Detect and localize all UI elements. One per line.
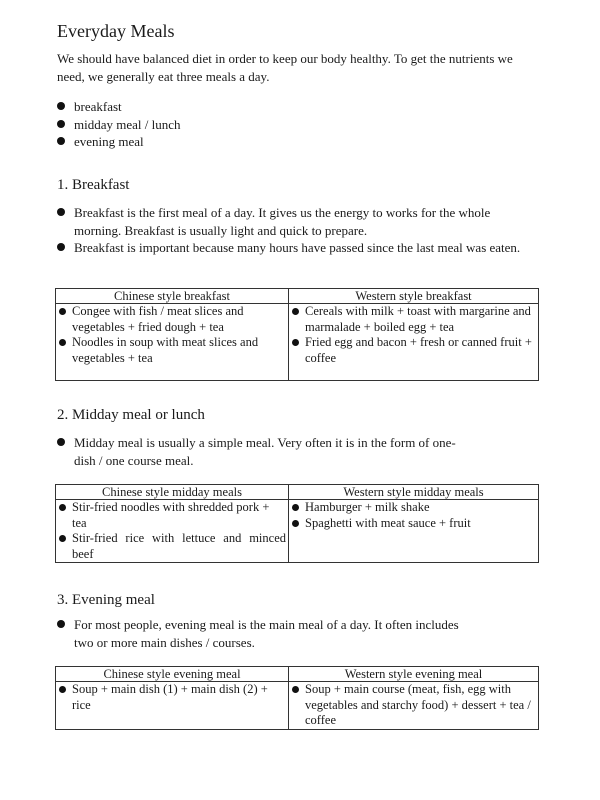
list-item: Noodles in soup with meat slices and vegetables + tea xyxy=(59,335,286,366)
table-cell xyxy=(289,682,539,730)
bullet-icon xyxy=(59,686,66,693)
list-item: Fried egg and bacon + fresh or canned fruit + coffee xyxy=(292,335,536,366)
table-cell xyxy=(56,500,289,563)
table-header: Western style evening meal xyxy=(289,667,539,682)
list-item: breakfast xyxy=(57,98,527,116)
lunch-notes xyxy=(57,434,477,469)
bullet-icon xyxy=(292,520,299,527)
table-header: Western style breakfast xyxy=(289,289,539,304)
list-item: Midday meal is usually a simple meal. Very often it is in the form of one-dish / one course meal. xyxy=(57,434,477,469)
table-header: Chinese style midday meals xyxy=(56,485,289,500)
table-cell xyxy=(56,682,289,730)
bullet-icon xyxy=(292,308,299,315)
table-header: Western style midday meals xyxy=(289,485,539,500)
page-title: Everyday Meals xyxy=(57,21,175,41)
meals-list xyxy=(57,98,527,151)
bullet-icon xyxy=(57,102,65,110)
table-header: Chinese style evening meal xyxy=(56,667,289,682)
bullet-icon xyxy=(57,137,65,145)
list-item: Breakfast is important because many hours have passed since the last meal was eaten. xyxy=(57,239,522,257)
bullet-icon xyxy=(57,208,65,216)
bullet-icon xyxy=(57,120,65,128)
list-item: midday meal / lunch xyxy=(57,116,527,134)
table-cell xyxy=(56,304,289,381)
list-item: For most people, evening meal is the main meal of a day. It often includes two or more main dishes / courses. xyxy=(57,616,467,651)
bullet-icon xyxy=(292,504,299,511)
list-item: Spaghetti with meat sauce + fruit xyxy=(292,516,536,532)
bullet-icon xyxy=(59,339,66,346)
bullet-icon xyxy=(59,504,66,511)
list-item: Congee with fish / meat slices and vegetables + fried dough + tea xyxy=(59,304,286,335)
breakfast-table xyxy=(55,288,539,381)
list-item: Breakfast is the first meal of a day. It gives us the energy to works for the whole morning. Breakfast is usually light and quick to prepare. xyxy=(57,204,522,239)
bullet-icon xyxy=(57,620,65,628)
bullet-icon xyxy=(292,686,299,693)
evening-notes xyxy=(57,616,467,651)
section-heading-evening: 3. Evening meal xyxy=(57,592,155,608)
list-item: Hamburger + milk shake xyxy=(292,500,536,516)
intro-paragraph: We should have balanced diet in order to keep our body healthy. To get the nutrients we need, we generally eat three meals a day. xyxy=(57,51,513,84)
bullet-icon xyxy=(292,339,299,346)
bullet-icon xyxy=(57,438,65,446)
table-header: Chinese style breakfast xyxy=(56,289,289,304)
table-cell xyxy=(289,500,539,563)
list-item: Stir-fried rice with lettuce and minced beef xyxy=(59,531,286,562)
list-item: Stir-fried noodles with shredded pork + tea xyxy=(59,500,286,531)
section-heading-lunch: 2. Midday meal or lunch xyxy=(57,407,205,423)
list-item: Soup + main course (meat, fish, egg with vegetables and starchy food) + dessert + tea / coffee xyxy=(292,682,536,729)
bullet-icon xyxy=(57,243,65,251)
bullet-icon xyxy=(59,308,66,315)
table-cell xyxy=(289,304,539,381)
evening-table xyxy=(55,666,539,730)
list-item: evening meal xyxy=(57,133,527,151)
bullet-icon xyxy=(59,535,66,542)
lunch-table xyxy=(55,484,539,563)
breakfast-notes xyxy=(57,204,522,257)
list-item: Cereals with milk + toast with margarine and marmalade + boiled egg + tea xyxy=(292,304,536,335)
section-heading-breakfast: 1. Breakfast xyxy=(57,177,130,193)
list-item: Soup + main dish (1) + main dish (2) + rice xyxy=(59,682,286,713)
